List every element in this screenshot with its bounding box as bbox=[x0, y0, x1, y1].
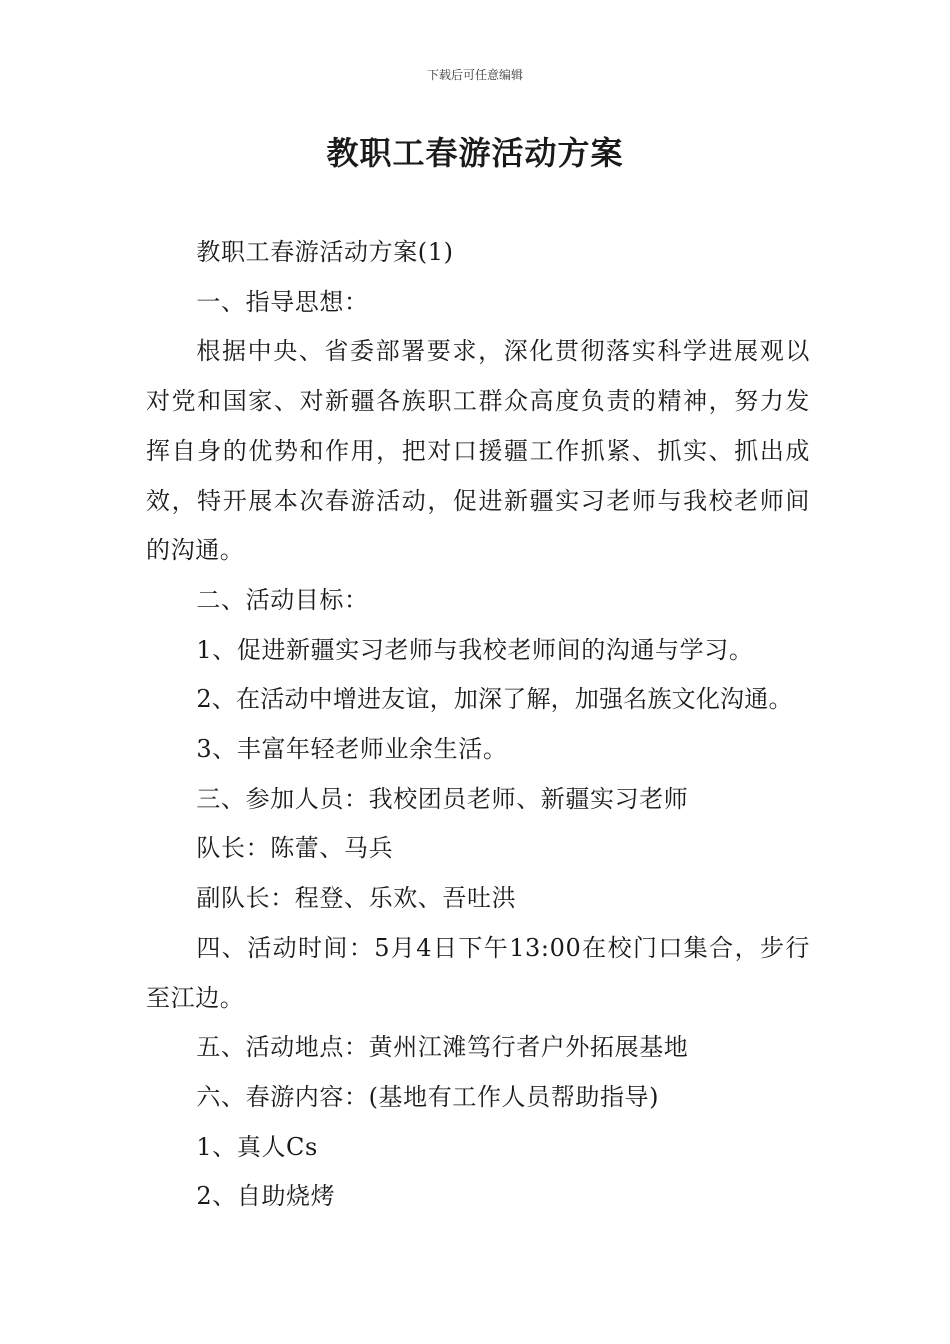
paragraph: 根据中央、省委部署要求，深化贯彻落实科学进展观以对党和国家、对新疆各族职工群众高度负责的精神，努力发挥自身的优势和作用，把对口援疆工作抓紧、抓实、抓出成效，特开展本次春游活动，促进新疆实习老师与我校老师间的沟通。 bbox=[146, 337, 810, 565]
list-item: 2、在活动中增进友谊，加深了解，加强名族文化沟通。 bbox=[196, 685, 793, 714]
list-item: 3、丰富年轻老师业余生活。 bbox=[196, 735, 508, 764]
list-item: 1、真人Cs bbox=[196, 1132, 318, 1161]
list-item: 2、自助烧烤 bbox=[196, 1182, 336, 1211]
document-title: 教职工春游活动方案 bbox=[326, 134, 624, 172]
section-heading: 四、活动时间：5月4日下午13:00在校门口集合，步行至江边。 bbox=[146, 933, 810, 1012]
document-body bbox=[146, 228, 810, 1222]
header-note: 下载后可任意编辑 bbox=[426, 68, 523, 82]
paragraph: 副队长：程登、乐欢、吾吐洪 bbox=[196, 884, 517, 913]
paragraph: 队长：陈蕾、马兵 bbox=[196, 834, 394, 863]
section-heading: 一、指导思想： bbox=[196, 287, 369, 316]
section-heading: 六、春游内容：(基地有工作人员帮助指导) bbox=[196, 1082, 660, 1111]
section-heading: 五、活动地点：黄州江滩笃行者户外拓展基地 bbox=[196, 1033, 689, 1062]
section-heading: 二、活动目标： bbox=[196, 585, 369, 614]
list-item: 1、促进新疆实习老师与我校老师间的沟通与学习。 bbox=[196, 635, 754, 664]
section-heading: 三、参加人员：我校团员老师、新疆实习老师 bbox=[196, 784, 689, 813]
section-heading: 教职工春游活动方案(1) bbox=[196, 238, 454, 266]
